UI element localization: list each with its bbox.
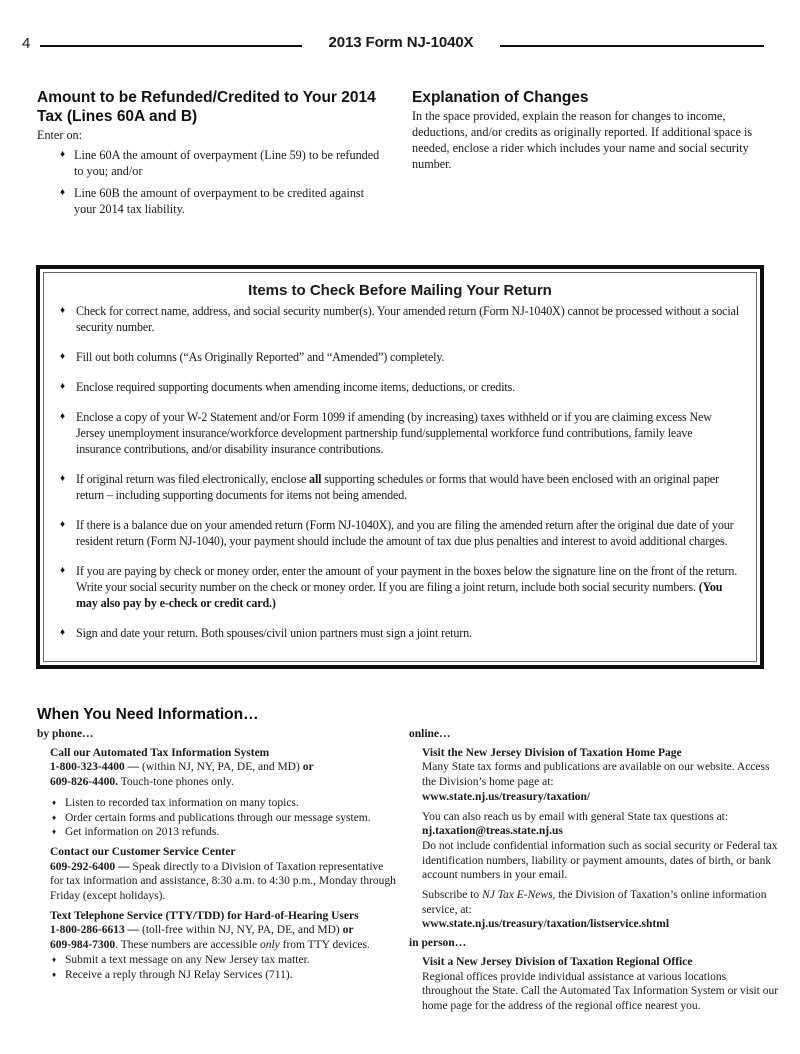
page-title: 2013 Form NJ-1040X [328,34,474,51]
automated-system-block [37,746,397,790]
diamond-bullet-icon: ♦ [60,627,65,638]
list-item: ♦ If you are paying by check or money order, enter the amount of your payment in the boxes below the signature line on the front of the return. Write your social security number on the check or money order. If you are filing a joint return, include both social security numbers. (You may also pay by e-check or credit card.) [60,564,738,610]
diamond-bullet-icon: ♦ [52,827,57,837]
automated-system-bullets [37,796,397,840]
explanation-body: In the space provided, explain the reason for changes to income, deductions, and/or credits as originally reported. If additional space is needed, enclose a rider which includes your name and social security number. [412,109,753,171]
customer-service-heading: Contact our Customer Service Center [50,845,236,858]
diamond-bullet-icon: ♦ [52,954,57,964]
homepage-url-link[interactable]: www.state.nj.us/treasury/taxation/ [422,790,591,803]
list-item: ♦ Enclose a copy of your W-2 Statement and/or Form 1099 if amending (by increasing) taxes withheld or if you are claiming excess New Jersey unemployment insurance/workforce development partnership fund/supplemental workforce fund contributions, family leave insurance contributions, and/or disability insurance contributions. [60,410,712,456]
diamond-bullet-icon: ♦ [60,149,66,160]
online-heading: Visit the New Jersey Division of Taxation Home Page [422,746,682,759]
info-section-title: When You Need Information… [37,706,259,723]
list-item: ♦ Sign and date your return. Both spouses/civil union partners must sign a joint return. [60,626,472,640]
checklist-title: Items to Check Before Mailing Your Return [248,282,552,299]
refund-bullets [37,147,382,217]
diamond-bullet-icon: ♦ [60,473,65,484]
phone-number: 1-800-323-4400 — [50,761,140,774]
list-item: ♦ Get information on 2013 refunds. [52,826,220,839]
header-rule-right [500,45,764,47]
phone-number: 609-292-6400 — [50,860,130,873]
phone-number: 1-800-286-6613 — [50,924,140,937]
in-person-label: in person… [409,937,467,950]
refund-intro: Enter on: [37,128,83,142]
phone-number: 609-984-7300 [50,939,116,952]
customer-service-block: Contact our Customer Service Center 609-292-6400 — Speak directly to a Division of Taxation representative for tax information and assistance, 8:30 a.m. to 4:30 p.m., Monday through Friday (except holidays). [50,845,396,903]
by-phone-label: by phone… [37,728,94,740]
list-item: ♦ If original return was filed electronically, enclose all supporting schedules or forms that would have been enclosed with an original paper return – including supporting documents for items not being amended. [60,472,719,502]
listservice-url-link[interactable]: www.state.nj.us/treasury/taxation/listservice.shtml [422,918,670,931]
online-label: online… [409,728,451,740]
list-item: ♦ Submit a text message on any New Jersey tax matter. [52,953,310,966]
diamond-bullet-icon: ♦ [60,411,65,422]
list-item: ♦ Line 60A the amount of overpayment (Line 59) to be refunded to you; and/or [60,148,380,178]
phone-number: 609-826-4400. [50,776,119,789]
list-item: ♦ Order certain forms and publications through our message system. [52,811,371,824]
explanation-title: Explanation of Changes [412,89,589,106]
list-item: ♦ Fill out both columns (“As Originally Reported” and “Amended”) completely. [60,350,445,364]
subscribe-text: Subscribe to NJ Tax E-News, the Division of Taxation’s online information service, at: [422,889,767,916]
page-number: 4 [22,35,31,52]
diamond-bullet-icon: ♦ [60,351,65,362]
diamond-bullet-icon: ♦ [52,969,57,979]
tty-block: Text Telephone Service (TTY/TDD) for Hard-of-Hearing Users 1-800-286-6613 — (toll-free within NJ, NY, PA, DE, and MD) or 609-984-7300. These numbers are accessible only from TTY devices. [37,909,397,953]
diamond-bullet-icon: ♦ [60,381,65,392]
list-item: ♦ Enclose required supporting documents when amending income items, deductions, or credits. [60,380,516,394]
diamond-bullet-icon: ♦ [60,565,65,576]
automated-system-phones: 1-800-323-4400 — (within NJ, NY, PA, DE, and MD) or 609-826-4400. Touch-tone phones only. [50,761,314,789]
automated-system-heading: Call our Automated Tax Information System [50,746,270,759]
list-item: ♦ Listen to recorded tax information on many topics. [52,796,299,809]
checklist-items [60,303,740,641]
diamond-bullet-icon: ♦ [60,305,65,316]
explanation-section [412,88,774,172]
email-link[interactable]: nj.taxation@treas.state.nj.us [422,825,563,838]
info-phone-column [37,727,397,982]
tty-bullets [37,953,397,982]
tty-heading: Text Telephone Service (TTY/TDD) for Hard-of-Hearing Users [50,909,359,922]
list-item: ♦ If there is a balance due on your amended return (Form NJ-1040X), and you are filing the amended return after the original due date of your resident return (Form NJ-1040), your payment should include the amount of tax due plus penalties and interest to avoid additional charges. [60,518,734,548]
list-item: ♦ Line 60B the amount of overpayment to be credited against your 2014 tax liability. [60,186,365,216]
list-item: ♦ Receive a reply through NJ Relay Services (711). [52,968,293,981]
online-block: Visit the New Jersey Division of Taxation Home Page Many State tax forms and publications are available on our website. Access the Division’s home page at: www.state.nj.us/treasury/taxation/ You can also reach us by email with general State tax questions at: nj.taxation@treas.state.nj.us Do not include confidential information such as social security or Federal tax identification numbers, liability or payment amounts, dates of birth, or bank account numbers in your email. Subscribe to NJ Tax E-News, the Division of Taxation’s online information service, at: www.state.nj.us/treasury/taxation/listservice.shtml [422,746,778,931]
list-item: ♦ Check for correct name, address, and social security number(s). Your amended return (Form NJ-1040X) cannot be processed without a social security number. [60,304,740,334]
diamond-bullet-icon: ♦ [52,797,57,807]
diamond-bullet-icon: ♦ [60,187,66,198]
diamond-bullet-icon: ♦ [52,812,57,822]
email-warning: Do not include confidential information such as social security or Federal tax identification numbers, liability or payment amounts, dates of birth, or bank account numbers in your email. [422,839,778,882]
in-person-heading: Visit a New Jersey Division of Taxation Regional Office [422,955,693,968]
refund-title: Amount to be Refunded/Credited to Your 2014 Tax (Lines 60A and B) [37,89,376,125]
diamond-bullet-icon: ♦ [60,519,65,530]
in-person-block: Visit a New Jersey Division of Taxation Regional Office Regional offices provide individual assistance at various locations throughout the State. Call the Automated Tax Information System or visit our home page for the address of the regional office nearest you. [422,955,779,1012]
refund-section [37,88,382,223]
info-online-column [409,727,779,1014]
header-rule-left [40,45,302,47]
